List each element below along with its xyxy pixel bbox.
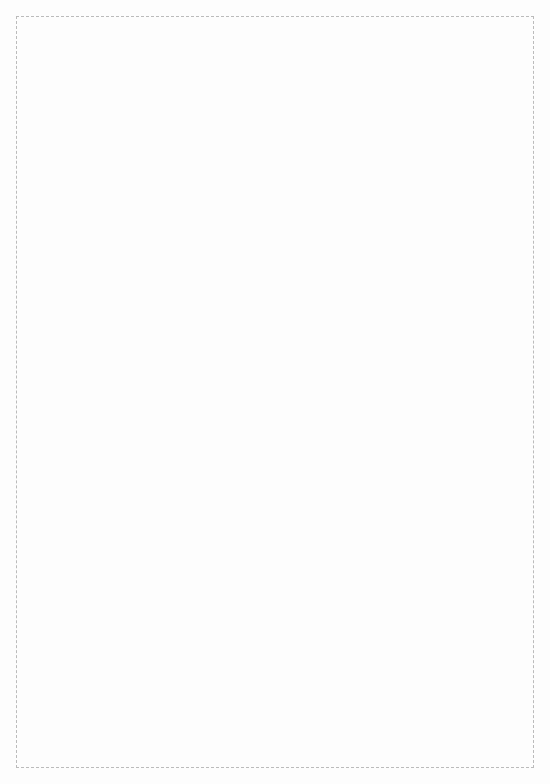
unreadable-content-placeholder bbox=[16, 16, 534, 768]
